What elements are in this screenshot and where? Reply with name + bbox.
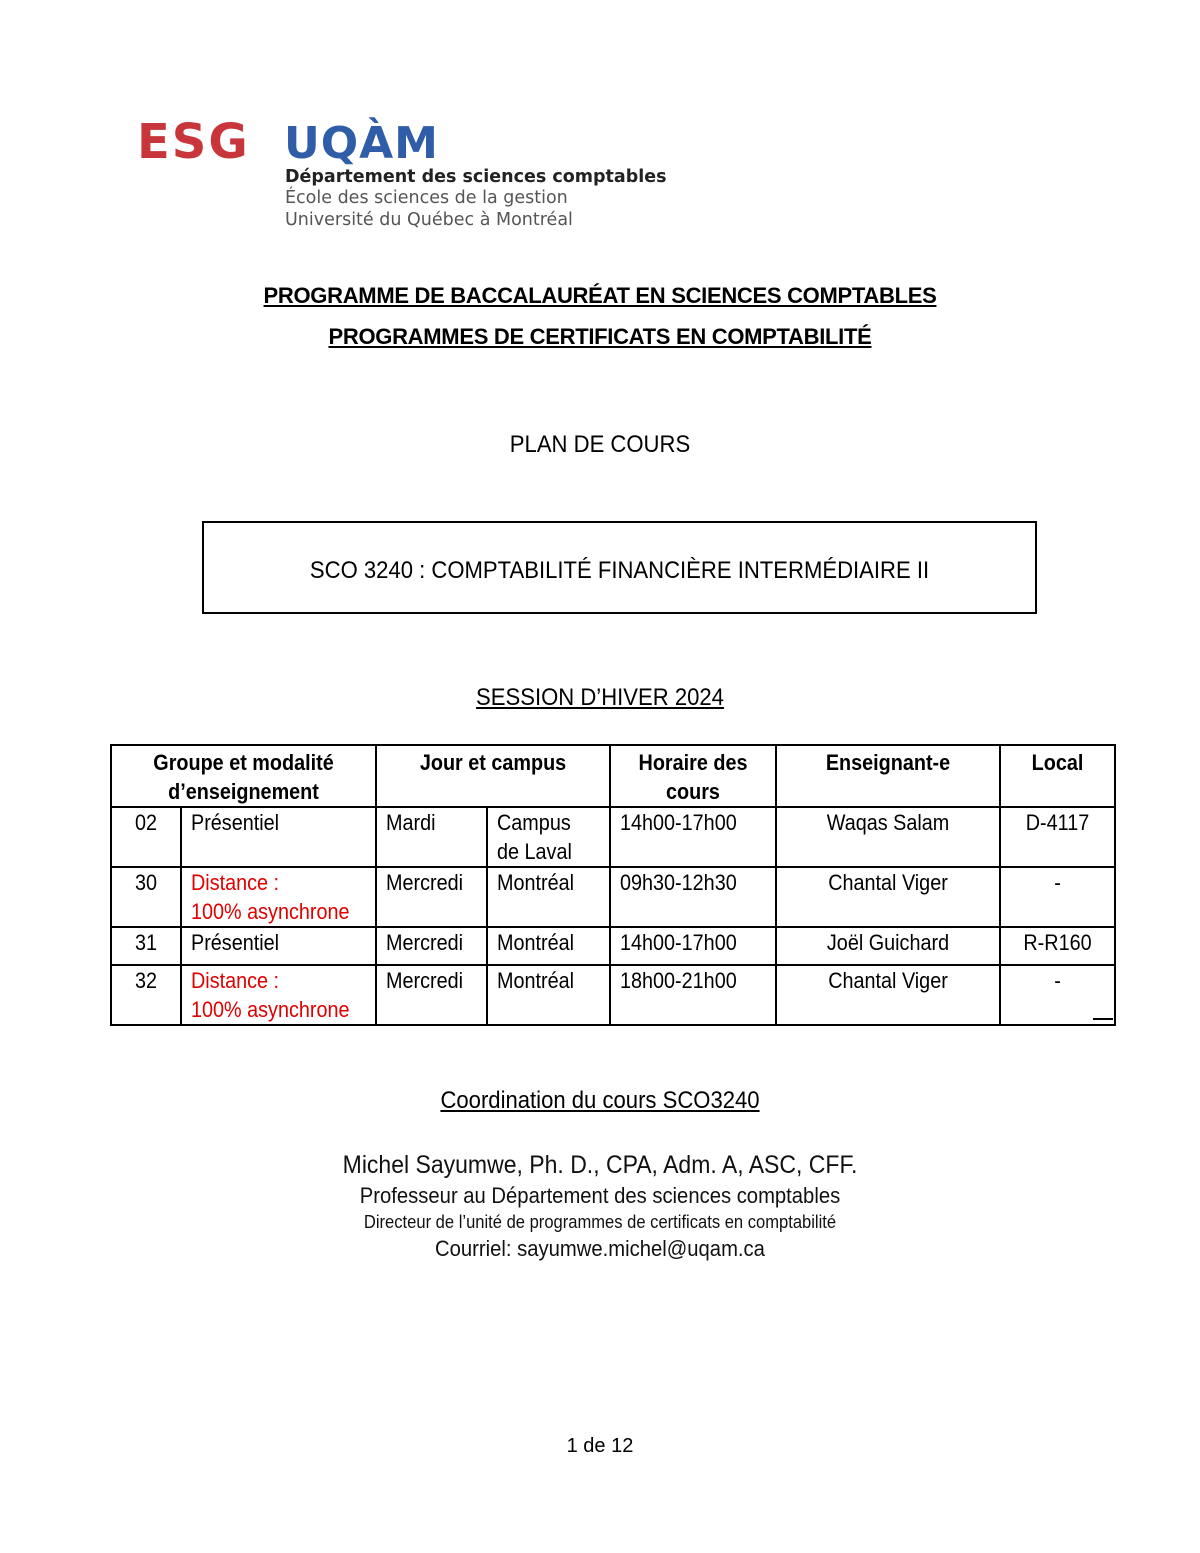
group-number: 32: [134, 968, 158, 993]
teaching-mode-detail: 100% asynchrone: [191, 899, 350, 924]
table-row: [111, 867, 1115, 927]
coordinator-email[interactable]: Courriel: sayumwe.michel@uqam.ca: [435, 1236, 765, 1261]
table-row: [111, 807, 1115, 867]
schedule-table: [110, 744, 1116, 1026]
course-title: SCO 3240 : COMPTABILITÉ FINANCIÈRE INTERMÉDIAIRE II: [309, 557, 930, 584]
coordinator-name: Michel Sayumwe, Ph. D., CPA, Adm. A, ASC, CFF.: [342, 1151, 858, 1179]
campus-line2: de Laval: [497, 839, 572, 864]
page-number: 1 de 12: [566, 1435, 634, 1457]
course-hours: 18h00-21h00: [620, 968, 737, 993]
campus: Montréal: [497, 870, 575, 895]
header-teacher: Enseignant-e: [776, 745, 1000, 807]
teaching-mode: Distance :: [191, 870, 280, 895]
group-number: 31: [134, 930, 158, 955]
course-day: Mercredi: [386, 930, 464, 955]
teacher-name: Chantal Viger: [828, 968, 948, 993]
teacher-name: Waqas Salam: [826, 810, 950, 835]
course-hours: 09h30-12h30: [620, 870, 737, 895]
school-name: École des sciences de la gestion: [285, 188, 568, 208]
teacher-name: Chantal Viger: [828, 870, 948, 895]
table-end-mark: [1093, 1018, 1113, 1020]
header-group: Groupe et modalité d’enseignement: [111, 745, 376, 807]
room: -: [1054, 968, 1061, 993]
group-number: 30: [134, 870, 158, 895]
course-hours: 14h00-17h00: [620, 930, 737, 955]
university-name: Université du Québec à Montréal: [285, 210, 573, 230]
plan-heading: PLAN DE COURS: [509, 431, 691, 458]
teaching-mode-detail: 100% asynchrone: [191, 997, 350, 1022]
teacher-name: Joël Guichard: [826, 930, 950, 955]
coordinator-role: Directeur de l’unité de programmes de certificats en comptabilité: [363, 1212, 837, 1232]
group-number: 02: [134, 810, 158, 835]
header-day-campus: Jour et campus: [376, 745, 610, 807]
table-row: [111, 965, 1115, 1025]
campus: Montréal: [497, 930, 575, 955]
teaching-mode: Distance :: [191, 968, 280, 993]
room: R-R160: [1023, 930, 1092, 955]
program-bac-heading: PROGRAMME DE BACCALAURÉAT EN SCIENCES COMPTABLES: [263, 283, 937, 308]
room: -: [1054, 870, 1061, 895]
uqam-logo: UQÀM: [284, 118, 439, 169]
course-day: Mercredi: [386, 968, 464, 993]
course-day: Mercredi: [386, 870, 464, 895]
course-hours: 14h00-17h00: [620, 810, 737, 835]
department-name: Département des sciences comptables: [285, 167, 667, 187]
course-title-box: [202, 521, 1037, 614]
esg-logo: ESG: [137, 114, 250, 170]
table-header-row: [111, 745, 1115, 807]
campus: Montréal: [497, 968, 575, 993]
teaching-mode: Présentiel: [191, 810, 280, 835]
coordination-heading: Coordination du cours SCO3240: [440, 1087, 760, 1114]
session-heading: SESSION D’HIVER 2024: [476, 684, 724, 711]
room: D-4117: [1025, 810, 1090, 835]
course-day: Mardi: [386, 810, 436, 835]
coordinator-position: Professeur au Département des sciences comptables: [359, 1183, 841, 1208]
table-row: [111, 927, 1115, 965]
program-cert-heading: PROGRAMMES DE CERTIFICATS EN COMPTABILITÉ: [328, 324, 872, 349]
campus: Campus: [497, 810, 571, 835]
teaching-mode: Présentiel: [191, 930, 280, 955]
header-hours: Horaire des cours: [610, 745, 776, 807]
header-room: Local: [1000, 745, 1115, 807]
